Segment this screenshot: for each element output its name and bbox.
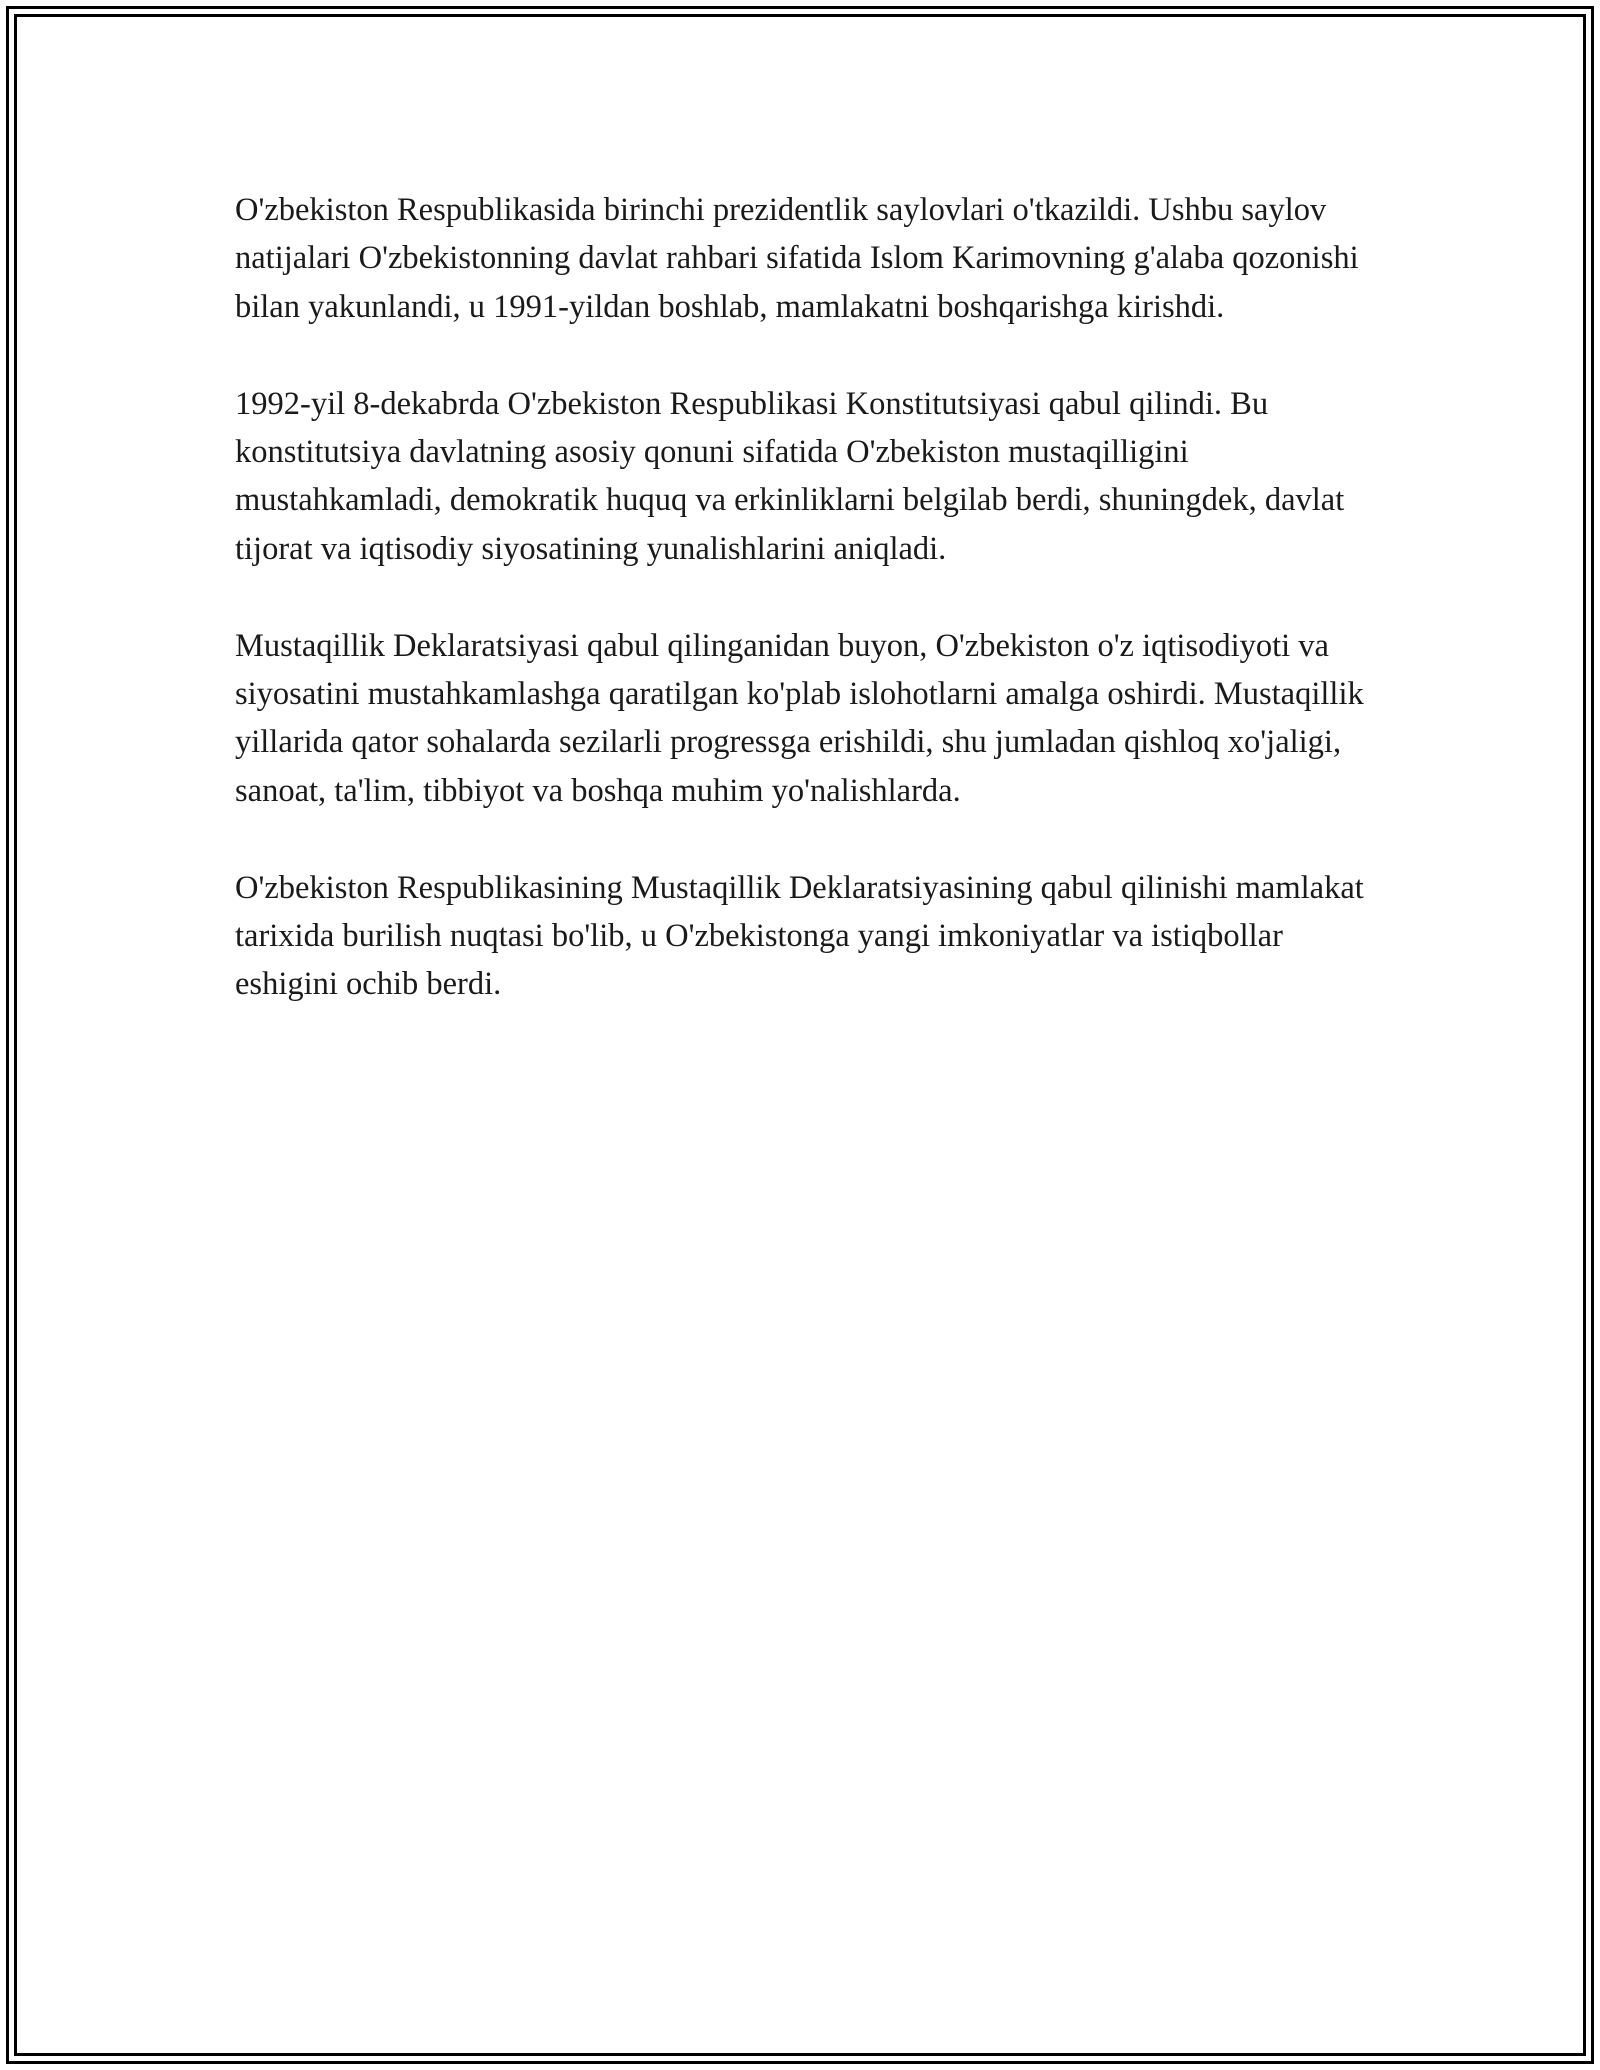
paragraph-2: 1992-yil 8-dekabrda O'zbekiston Respublikasi Konstitutsiyasi qabul qilindi. Bu konstitutsiya davlatning asosiy qonuni sifatida O'zbekiston mustaqilligini mustahkamladi, demokratik huquq va erkinliklarni belgilab berdi, shuningdek, davlat tijorat va iqtisodiy siyosatining yunalishlarini aniqladi.	[235, 385, 1345, 567]
paragraph-3: Mustaqillik Deklaratsiyasi qabul qilinganidan buyon, O'zbekiston o'z iqtisodiyoti va siyosatini mustahkamlashga qaratilgan ko'plab islohotlarni amalga oshirdi. Mustaqillik yillarida qator sohalarda sezilarli progressga erishildi, shu jumladan qishloq xo'jaligi, sanoat, ta'lim, tibbiyot va boshqa muhim yo'nalishlarda.	[235, 627, 1364, 809]
document-body	[235, 186, 1375, 1057]
paragraph-1: O'zbekiston Respublikasida birinchi prezidentlik saylovlari o'tkazildi. Ushbu saylov natijalari O'zbekistonning davlat rahbari sifatida Islom Karimovning g'alaba qozonishi bilan yakunlandi, u 1991-yildan boshlab, mamlakatni boshqarishga kirishdi.	[235, 192, 1359, 325]
paragraph-4: O'zbekiston Respublikasining Mustaqillik Deklaratsiyasining qabul qilinishi mamlakat tarixida burilish nuqtasi bo'lib, u O'zbekistonga yangi imkoniyatlar va istiqbollar eshigini ochib berdi.	[235, 869, 1364, 1003]
